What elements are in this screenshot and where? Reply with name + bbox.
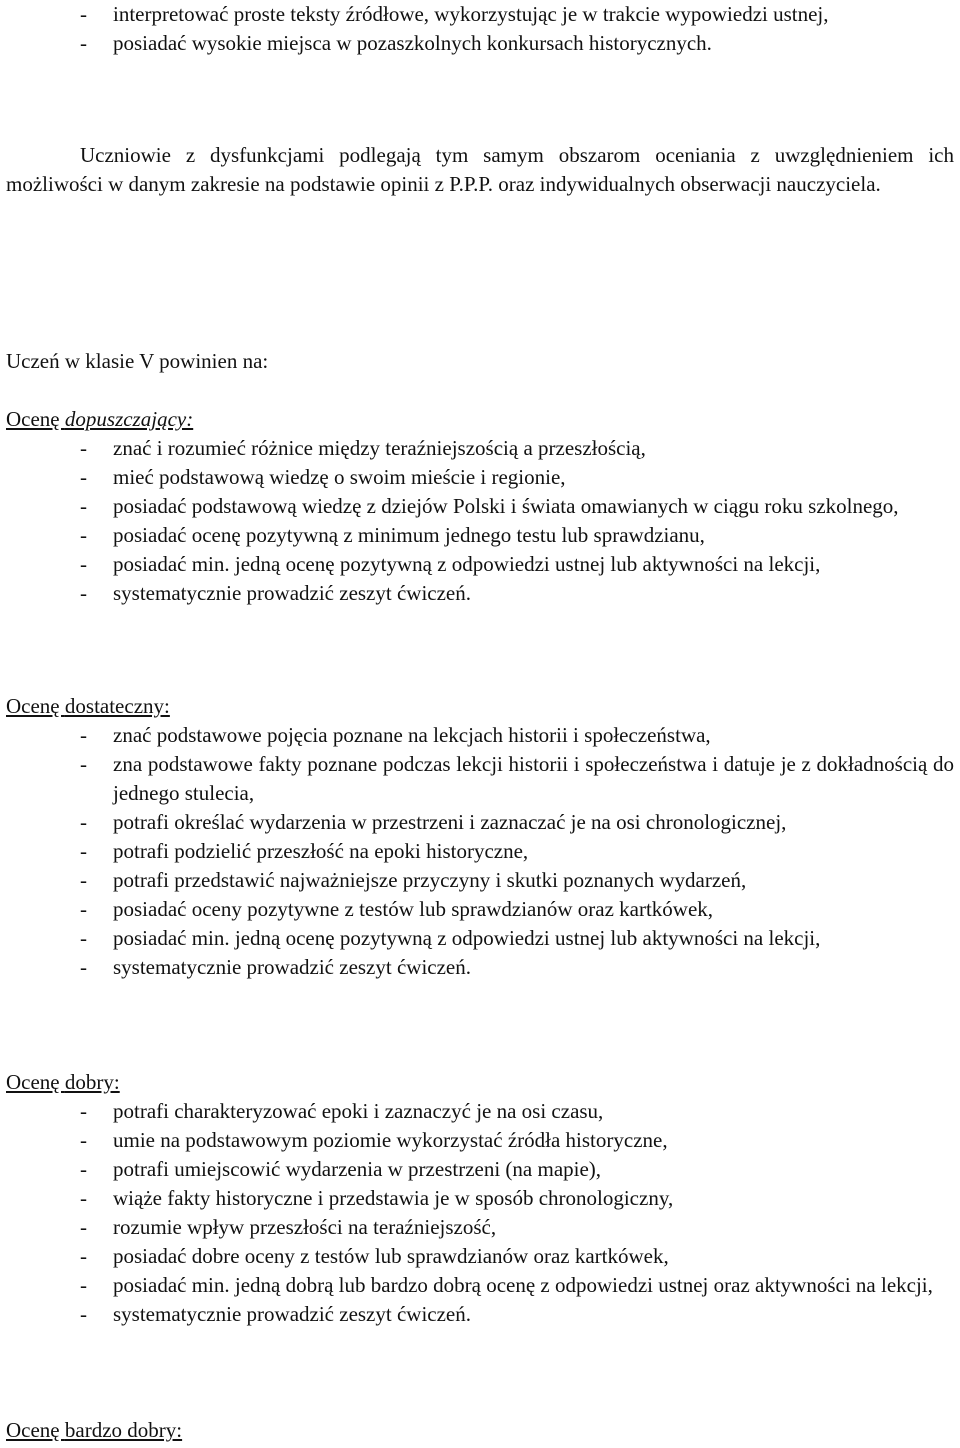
list-item: - umie na podstawowym poziomie wykorzystać źródła historyczne,: [80, 1128, 668, 1152]
list-item: - zna podstawowe fakty poznane podczas lekcji historii i społeczeństwa i datuje je z dokładnością do jednego stulecia,: [80, 752, 954, 805]
list-item: - rozumie wpływ przeszłości na teraźniejszość,: [80, 1215, 497, 1239]
list-item: - posiadać oceny pozytywne z testów lub sprawdzianów oraz kartkówek,: [80, 897, 714, 921]
list-item: - posiadać podstawową wiedzę z dziejów Polski i świata omawianych w ciągu roku szkolnego,: [80, 494, 899, 518]
list-item: - systematycznie prowadzić zeszyt ćwiczeń.: [80, 955, 471, 979]
info-paragraph: Uczniowie z dysfunkcjami podlegają tym samym obszarom oceniania z uwzględnieniem ich możliwości w danym zakresie na podstawie opinii z P.P.P. oraz indywidualnych obserwacji nauczyciela.: [6, 143, 954, 196]
list-item: - potrafi przedstawić najważniejsze przyczyny i skutki poznanych wydarzeń,: [80, 868, 747, 892]
list-item: - posiadać ocenę pozytywną z minimum jednego testu lub sprawdzianu,: [80, 523, 705, 547]
grade-heading: Ocenę dopuszczający:: [6, 407, 194, 431]
list-item: - posiadać dobre oceny z testów lub sprawdzianów oraz kartkówek,: [80, 1244, 669, 1268]
grade-heading: Ocenę dostateczny:: [6, 694, 170, 718]
grade-section-dobry: [0, 1068, 960, 1329]
list-item: - potrafi charakteryzować epoki i zaznaczyć je na osi czasu,: [80, 1099, 604, 1123]
list-item: - systematycznie prowadzić zeszyt ćwiczeń.: [80, 581, 471, 605]
grade-section-dostateczny: [0, 692, 960, 982]
grade-heading: Ocenę dobry:: [6, 1070, 120, 1094]
list-item: - potrafi podzielić przeszłość na epoki historyczne,: [80, 839, 529, 863]
list-item: - mieć podstawową wiedzę o swoim mieście i regionie,: [80, 465, 566, 489]
list-item: - potrafi określać wydarzenia w przestrzeni i zaznaczać je na osi chronologicznej,: [80, 810, 787, 834]
grade-heading: Ocenę bardzo dobry:: [6, 1418, 183, 1442]
list-item: - znać i rozumieć różnice między teraźniejszością a przeszłością,: [80, 436, 646, 460]
list-item: - systematycznie prowadzić zeszyt ćwiczeń.: [80, 1302, 471, 1326]
grade-section-bardzo-dobry: [0, 1416, 960, 1445]
list-item: - interpretować proste teksty źródłowe, wykorzystując je w trakcie wypowiedzi ustnej,: [80, 2, 829, 26]
info-paragraph-block: [0, 141, 960, 199]
list-item: - wiąże fakty historyczne i przedstawia je w sposób chronologiczny,: [80, 1186, 674, 1210]
intro-list: [0, 0, 960, 58]
list-item: - potrafi umiejscowić wydarzenia w przestrzeni (na mapie),: [80, 1157, 602, 1181]
list-item: - posiadać min. jedną ocenę pozytywną z odpowiedzi ustnej lub aktywności na lekcji,: [80, 926, 821, 950]
section-title-block: [0, 347, 960, 376]
list-item: - posiadać wysokie miejsca w pozaszkolnych konkursach historycznych.: [80, 31, 712, 55]
grade-section-dopuszczajacy: [0, 405, 960, 608]
list-item: - posiadać min. jedną ocenę pozytywną z odpowiedzi ustnej lub aktywności na lekcji,: [80, 552, 821, 576]
section-title: Uczeń w klasie V powinien na:: [6, 349, 269, 373]
list-item: - posiadać min. jedną dobrą lub bardzo dobrą ocenę z odpowiedzi ustnej oraz aktywności na lekcji,: [80, 1273, 933, 1297]
list-item: - znać podstawowe pojęcia poznane na lekcjach historii i społeczeństwa,: [80, 723, 711, 747]
